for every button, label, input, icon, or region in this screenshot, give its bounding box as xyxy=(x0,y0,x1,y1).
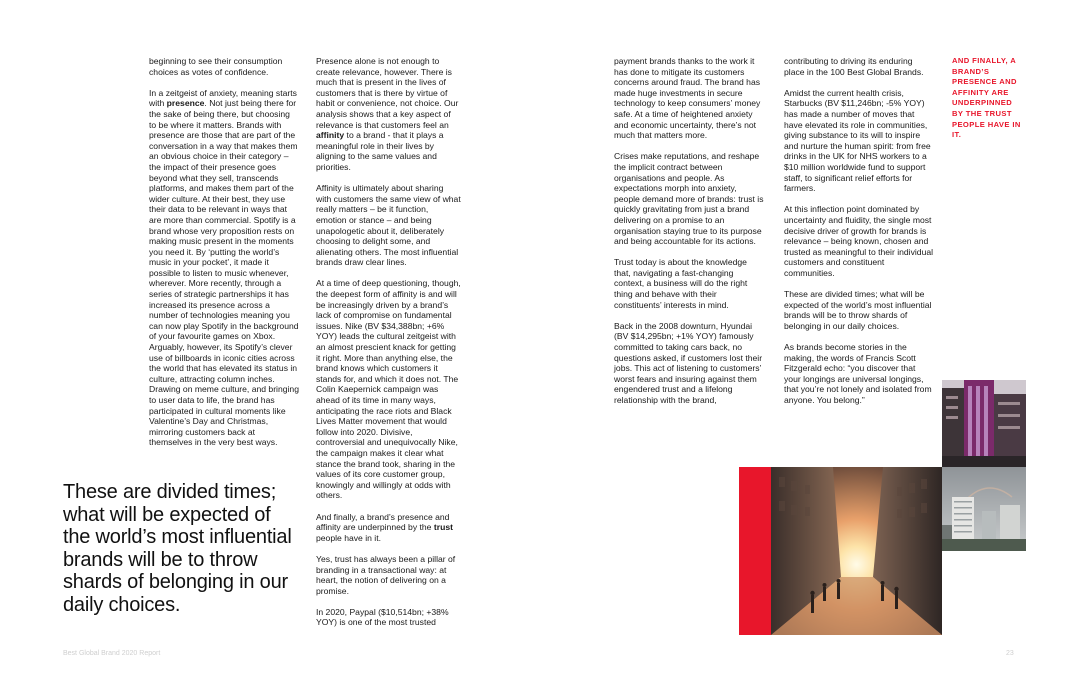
body-paragraph: At this inflection point dominated by uncertainty and fluidity, the single most decisive driver of growth for brands is relevance – being known, chosen and trusted as meaningful to their individual customers and constituent communities. xyxy=(784,204,934,278)
body-column-3 xyxy=(614,56,764,416)
body-paragraph: Amidst the current health crisis, Starbucks (BV $11,246bn; -5% YOY) has made a number of moves that have elevated its role in communities, giving substance to its will to inspire and nurture the human spirit: from free drinks in the UK for NHS workers to a $10 million worldwide fund to support staff, to significant relief efforts for farmers. xyxy=(784,87,931,194)
footer-report-title: Best Global Brand 2020 Report xyxy=(63,650,161,657)
red-accent-block xyxy=(739,467,771,635)
street-sunset-photo xyxy=(771,467,942,635)
body-paragraph: Trust today is about the knowledge that, navigating a fast-changing context, a business will do the right thing and behave with their constituents’ interests in mind. xyxy=(614,257,748,310)
callout-quote: AND FINALLY, A BRAND’S PRESENCE AND AFFINITY ARE UNDERPINNED BY THE TRUST PEOPLE HAVE IN IT. xyxy=(952,56,1021,140)
body-paragraph: Crises make reputations, and reshape the implicit contract between organisations and people. As expectations morph into anxiety, people demand more of brands: trust is quickly gravitating from just a brand delivering on a promise to an organisation staying true to its purpose and being accountable for its actions. xyxy=(614,151,764,247)
building-purple-photo xyxy=(942,380,1026,467)
body-paragraph: As brands become stories in the making, the words of Francis Scott Fitzgerald echo: “you discover that your longings are universal longings, that you’re not lonely and isolated from anyone. You belong.” xyxy=(784,342,932,405)
body-paragraph: Presence alone is not enough to create relevance, however. There is much that is present in the lives of customers that is there by virtue of habit or convenience, not choice. Our analysis shows that a key aspect of relevance is that customers feel an affinity to a brand - that it plays a meaningful role in their lives by aligning to the same values and priorities. xyxy=(316,56,459,172)
body-paragraph: In 2020, Paypal ($10,514bn; +38% YOY) is one of the most trusted xyxy=(316,606,449,628)
body-column-2 xyxy=(316,56,461,639)
body-paragraph: beginning to see their consumption choices as votes of confidence. xyxy=(149,56,283,77)
pull-quote: These are divided times; what will be expected of the world’s most influential brands will be to throw shards of belonging in our daily choices. xyxy=(63,481,292,616)
body-paragraph: payment brands thanks to the work it has done to mitigate its customers concerns around fraud. The brand has made huge investments in secure technology to keep consumers’ money safe. At a time of heightened anxiety and economic uncertainty, there’s not much that matters more. xyxy=(614,56,761,141)
body-column-4 xyxy=(784,56,934,416)
body-paragraph: These are divided times; what will be expected of the world’s most influential brands will be to throw shards of belonging in our daily choices. xyxy=(784,289,932,331)
body-paragraph: Affinity is ultimately about sharing with customers the same view of what really matters – be it function, emotion or stance – and being unapologetic about it, deliberately choosing to delight some, and alienating others. The most influential brands draw clear lines. xyxy=(316,183,461,268)
body-paragraph: contributing to driving its enduring place in the 100 Best Global Brands. xyxy=(784,56,924,77)
body-paragraph: Yes, trust has always been a pillar of branding in a transactional way: at heart, the notion of delivering on a promise. xyxy=(316,553,456,596)
body-paragraph: And finally, a brand’s presence and affinity are underpinned by the trust people have in it. xyxy=(316,511,453,543)
body-paragraph: In a zeitgeist of anxiety, meaning starts with presence. Not just being there for the sake of being there, but choosing to be where it matters. Brands with presence are those that are part of the conversation in a way that makes them an obvious choice in their category – the impact of their presence goes beyond what they sell, transcends platforms, and makes them part of the wider culture. At their best, they use their data to be relevant in ways that are more than commercial. Spotify is a brand whose very proposition rests on making music present in the moments you need it. By ‘putting the world’s music in your pocket’, it made it possible to listen to music whenever, wherever. More recently, through a series of strategic partnerships it has increased its presence across a number of technologies meaning you can now play Spotify in the background of your favourite games on Xbox. Arguably, however, its Spotify’s clever use of billboards in iconic cities across the world that has elevated its status in culture, attracting column inches. Drawing on meme culture, and bringing to user data to life, the brand has participated in cultural moments like Valentine’s Day and Christmas, mirroring customers back at themselves in the very best ways. xyxy=(149,87,299,448)
city-skyline-photo xyxy=(942,467,1026,551)
body-paragraph: Back in the 2008 downturn, Hyundai (BV $14,295bn; +1% YOY) famously committed to taking cars back, no questions asked, if customers lost their jobs. This act of listening to customers’ worst fears and insuring against them engendered trust and a lifelong relationship with the brand, xyxy=(614,320,763,405)
body-column-1 xyxy=(149,56,299,459)
page-number: 23 xyxy=(1006,650,1014,657)
body-paragraph: At a time of deep questioning, though, the deepest form of affinity is and will be increasingly driven by a brand’s lack of compromise on fundamental issues. Nike (BV $34,388bn; +6% YOY) leads the cultural zeitgeist with an almost prescient knack for getting it right. More than anything else, the brand knows which customers it stands for, and which it does not. The Colin Kaepernick campaign was ahead of its time in many ways, anticipating the race riots and Black Lives Matter movement that would follow into 2020. Divisive, controversial and unequivocally Nike, the campaign makes it clear what stance the brand took, sharing in the values of its core customer group, knowingly and willingly at odds with others. xyxy=(316,278,461,501)
